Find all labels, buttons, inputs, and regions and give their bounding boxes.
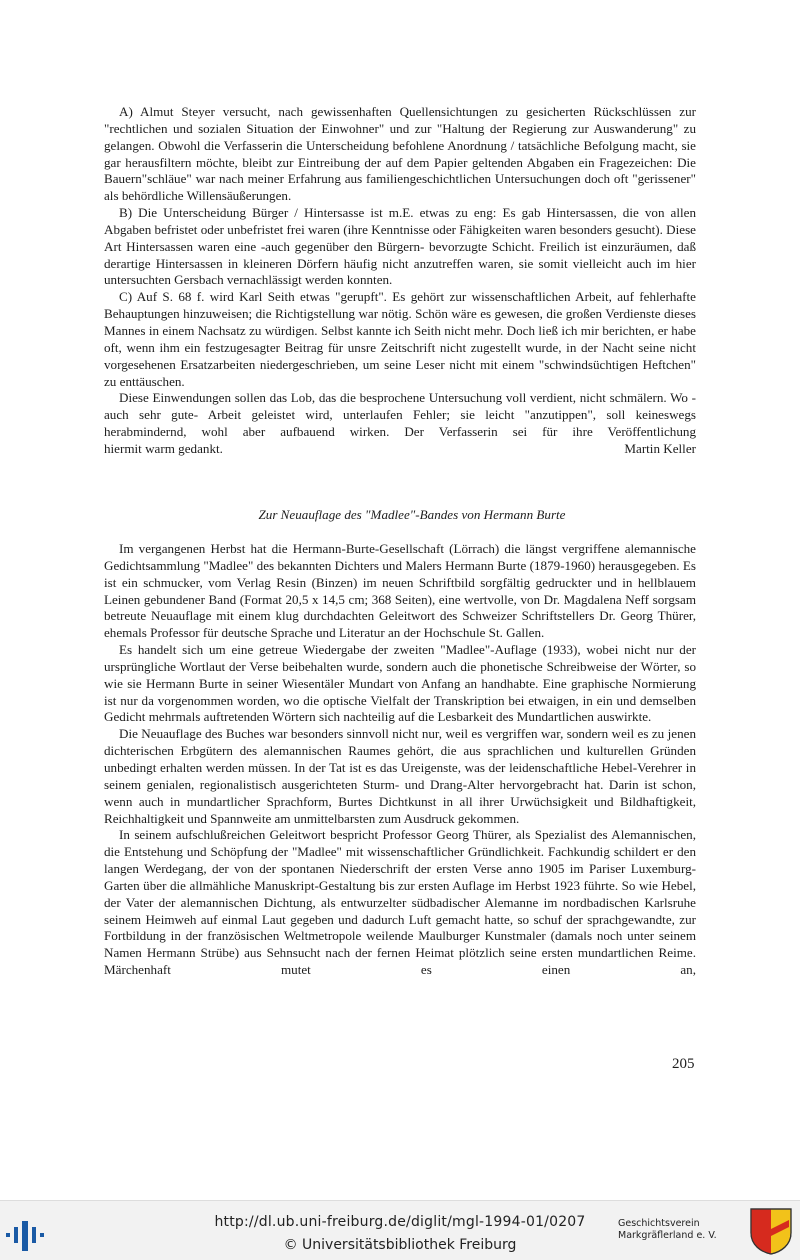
coat-of-arms-icon	[750, 1208, 792, 1255]
article-title: Zur Neuauflage des "Madlee"-Bandes von Hermann Burte	[258, 507, 566, 522]
review-paragraph-a: A) Almut Steyer versucht, nach gewissenhaften Quellensichtungen zu gesicherten Rückschlüssen zur "rechtlichen und sozialen Situation der Einwohner" und zur "Haltung der Regierung zur Auswanderung" zu gelangen. Obwohl die Verfasserin die Unterscheidung befohlene Anordnung / tatsächliche Befolgung macht, sie gar herausfiltern möchte, bleibt zur Eintreibung der auf dem Papier geltenden Abgaben ein Fragezeichen: Die Bauern"schläue" war nach meiner Erfahrung aus familiengeschichtlichen Untersuchungen doch oft "gerissener" als behördliche Willensäußerungen.	[104, 104, 696, 204]
footer-bar	[0, 1200, 800, 1260]
review-signature: Martin Keller	[624, 440, 696, 456]
society-name-line1: Geschichtsverein	[618, 1218, 700, 1229]
review-section	[104, 104, 696, 458]
review-paragraph-b: B) Die Unterscheidung Bürger / Hintersasse ist m.E. etwas zu eng: Es gab Hintersassen, die von allen Abgaben befristet oder unbefristet frei waren (ihre Kenntnisse oder Fähigkeiten waren besonders gesucht). Diese Art Hintersassen waren eine -auch gegenüber den Bürgern- bevorzugte Schicht. Freilich ist einzuräumen, daß derartige Hintersassen in kleineren Dörfern häufig nicht anzutreffen waren, sie somit vielleicht auch im hier untersuchten Gersbach vernachlässigt werden konnten.	[104, 205, 696, 288]
article-paragraph-1: Im vergangenen Herbst hat die Hermann-Burte-Gesellschaft (Lörrach) die längst vergriffene alemannische Gedichtsammlung "Madlee" des bekannten Dichters und Malers Hermann Burte (1879-1960) herausgegeben. Es ist ein schmucker, vom Verlag Resin (Binzen) im neuen Schriftbild sorgfältig gedruckter und in hellblauem Leinen gebundener Band (Format 20,5 x 14,5 cm; 368 Seiten), eine wertvolle, von Dr. Magdalena Neff sorgsam betreute Neuauflage mit einem klug durchdachten Geleitwort des Schweizer Schriftstellers Dr. Georg Thürer, ehemals Professor für deutsche Sprache und Literatur an der Hochschule St. Gallen.	[104, 541, 696, 641]
ub-freiburg-logo-icon[interactable]	[6, 1213, 50, 1253]
article-paragraph-4: In seinem aufschlußreichen Geleitwort bespricht Professor Georg Thürer, als Spezialist des Alemannischen, die Entstehung und Schöpfung der "Madlee" mit wissenschaftlicher Gründlichkeit. Fachkundig schildert er den langen Werdegang, der von der spontanen Niederschrift der ersten Verse anno 1905 im Pariser Luxemburg-Garten über die allmähliche Manuskript-Gestaltung bis zur ersten Auflage im Herbst 1923 führte. So wie Hebel, der Vater der alemannischen Dichtung, als entwurzelter südbadischer Alemanne im nordbadischen Karlsruhe seinem Heimweh auf einmal Laut gegeben und dadurch Luft gemacht hatte, so schuf der sprachgewandte, zur Fortbildung in der französischen Weltmetropole weilende Maulburger Kunstmaler (damals noch unter seinem Namen Hermann Strübe) aus Sehnsucht nach der fernen Heimat plötzlich seine ersten mundartlichen Reime. Märchenhaft mutet es einen an,	[104, 827, 696, 978]
copyright-text: © Universitätsbibliothek Freiburg	[283, 1237, 517, 1253]
review-closing-text: hiermit warm gedankt.	[104, 440, 223, 456]
review-paragraph-c: C) Auf S. 68 f. wird Karl Seith etwas "gerupft". Es gehört zur wissenschaftlichen Arbeit, auf fehlerhafte Behauptungen hinzuweisen; die Richtigstellung war nötig. Schön wäre es gewesen, die großen Verdienste dieses Mannes in einem Nachsatz zu würdigen. Selbst kannte ich Seith nicht mehr. Doch ließ ich mir berichten, er habe oft, wenn ihm ein festzugesagter Beitrag für unsre Zeitschrift nicht zugestellt wurde, in der Nacht seine nicht vorgesehenen Ersatzarbeiten niedergeschrieben, um seine Leser nicht mit einem "schwindsüchtigen Heftchen" zu enttäuschen.	[104, 289, 696, 389]
article-paragraph-3: Die Neuauflage des Buches war besonders sinnvoll nicht nur, weil es vergriffen war, sondern weil es zu jenen dichterischen Erbgütern des alemannischen Raumes gehört, die aus sprachlichen und kulturellen Gründen unbedingt erhalten werden müssen. In der Tat ist es das Ureigenste, was der leidenschaftliche Hebel-Verehrer in seinem genialen, regionalistisch ausgerichteten Sturm- und Drang-Alter hervorgebracht hat. Darin ist schon, wenn auch in mundartlicher Sprachform, Burtes Dichtkunst in all ihrer Urwüchsigkeit und Bildhaftigkeit, Reichhaltigkeit und Spannweite am unmittelbarsten zum Ausdruck gekommen.	[104, 726, 696, 826]
article-paragraph-2: Es handelt sich um eine getreue Wiedergabe der zweiten "Madlee"-Auflage (1933), wobei nicht nur der ursprüngliche Wortlaut der Verse beibehalten wurde, sondern auch die phonetische Schreibweise der Wörter, so wie sie Hermann Burte in seiner Wiesentäler Mundart von Anfang an handhabte. Eine graphische Normierung ist nur da vorgenommen worden, wo die optische Vielfalt der Transkription bei etwaigen, in ein und demselben Gedicht mehrmals auftretenden Wörtern sich nachteilig auf die Lesbarkeit des Mundartlichen auswirkte.	[104, 642, 696, 725]
review-closing-line	[104, 441, 696, 458]
review-closing-paragraph: Diese Einwendungen sollen das Lob, das die besprochene Untersuchung voll verdient, nicht schmälern. Wo -auch sehr gute- Arbeit geleistet wird, unterlaufen Fehler; sie leicht "anzutippen", soll keineswegs herabmindernd, wohl aber aufbauend wirken. Der Verfasserin sei für ihre Veröffentlichung	[104, 390, 696, 440]
source-url-link[interactable]: http://dl.ub.uni-freiburg.de/diglit/mgl-1994-01/0207	[214, 1214, 586, 1230]
article-body	[104, 541, 696, 979]
page-number: 205	[672, 1056, 695, 1072]
society-name	[618, 1218, 717, 1242]
society-name-line2: Markgräflerland e. V.	[618, 1230, 717, 1241]
